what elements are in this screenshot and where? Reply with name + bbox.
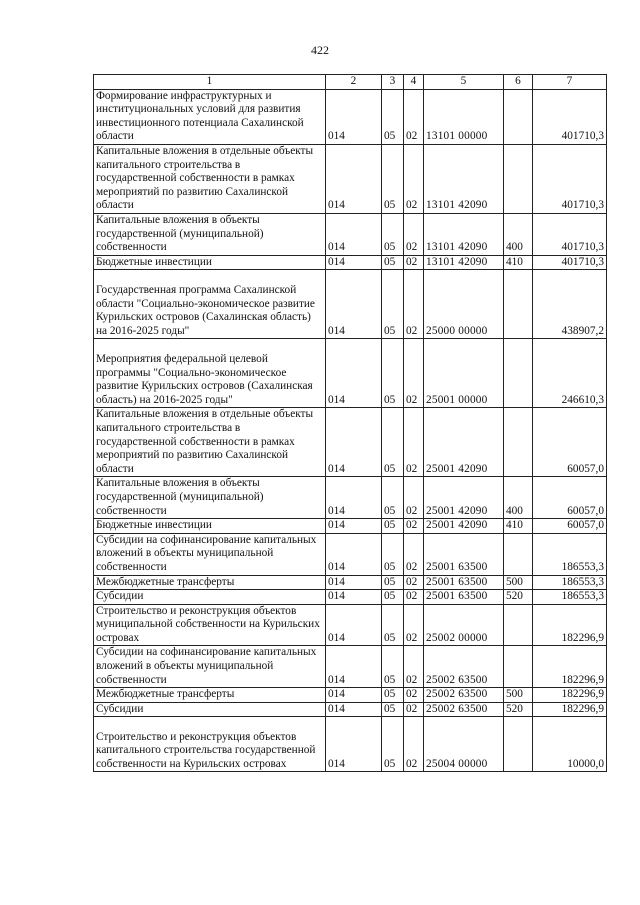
row-csr: 25001 42090 [424, 519, 504, 534]
row-name: Бюджетные инвестиции [94, 255, 326, 270]
row-csr: 25000 00000 [424, 270, 504, 339]
row-csr: 25001 63500 [424, 533, 504, 575]
row-gr: 014 [326, 255, 382, 270]
row-rz: 05 [382, 213, 404, 255]
row-amount: 10000,0 [533, 717, 607, 772]
row-csr: 13101 42090 [424, 255, 504, 270]
row-pr: 02 [404, 89, 424, 144]
row-amount: 186553,3 [533, 533, 607, 575]
row-pr: 02 [404, 213, 424, 255]
row-pr: 02 [404, 604, 424, 646]
row-name: Межбюджетные трансферты [94, 575, 326, 590]
row-csr: 25002 63500 [424, 702, 504, 717]
table-row [94, 519, 607, 534]
row-csr: 13101 42090 [424, 213, 504, 255]
row-csr: 25001 42090 [424, 408, 504, 477]
row-csr: 25002 63500 [424, 688, 504, 703]
row-name: Строительство и реконструкция объектов капитального строительства государственной собственности на Курильских островах [94, 717, 326, 772]
table-row [94, 717, 607, 772]
header-col-6: 6 [504, 75, 533, 90]
row-name: Межбюджетные трансферты [94, 688, 326, 703]
row-rz: 05 [382, 89, 404, 144]
row-rz: 05 [382, 604, 404, 646]
row-name: Субсидии [94, 590, 326, 605]
row-rz: 05 [382, 688, 404, 703]
row-rz: 05 [382, 519, 404, 534]
row-rz: 05 [382, 717, 404, 772]
row-name: Капитальные вложения в объекты государственной (муниципальной) собственности [94, 213, 326, 255]
row-amount: 186553,3 [533, 590, 607, 605]
row-rz: 05 [382, 533, 404, 575]
row-rz: 05 [382, 590, 404, 605]
row-pr: 02 [404, 533, 424, 575]
row-amount: 182296,9 [533, 646, 607, 688]
row-pr: 02 [404, 702, 424, 717]
row-pr: 02 [404, 590, 424, 605]
row-rz: 05 [382, 477, 404, 519]
row-gr: 014 [326, 646, 382, 688]
row-name: Бюджетные инвестиции [94, 519, 326, 534]
row-name: Капитальные вложения в отдельные объекты капитального строительства в государственной собственности в рамках мероприятий по развитию Сахалинской области [94, 144, 326, 213]
row-gr: 014 [326, 270, 382, 339]
row-gr: 014 [326, 213, 382, 255]
table-row [94, 477, 607, 519]
row-amount: 182296,9 [533, 688, 607, 703]
row-rz: 05 [382, 646, 404, 688]
row-gr: 014 [326, 702, 382, 717]
row-csr: 13101 00000 [424, 89, 504, 144]
row-pr: 02 [404, 575, 424, 590]
row-gr: 014 [326, 519, 382, 534]
row-pr: 02 [404, 519, 424, 534]
row-csr: 25001 00000 [424, 339, 504, 408]
row-vr [504, 144, 533, 213]
row-vr [504, 717, 533, 772]
row-amount: 60057,0 [533, 519, 607, 534]
row-gr: 014 [326, 717, 382, 772]
row-gr: 014 [326, 604, 382, 646]
row-name: Субсидии [94, 702, 326, 717]
header-col-1: 1 [94, 75, 326, 90]
row-rz: 05 [382, 575, 404, 590]
row-vr: 500 [504, 688, 533, 703]
table-row [94, 270, 607, 339]
row-name: Субсидии на софинансирование капитальных вложений в объекты муниципальной собственности [94, 533, 326, 575]
row-amount: 246610,3 [533, 339, 607, 408]
row-vr [504, 533, 533, 575]
row-name: Капитальные вложения в объекты государственной (муниципальной) собственности [94, 477, 326, 519]
row-gr: 014 [326, 339, 382, 408]
row-amount: 401710,3 [533, 89, 607, 144]
row-pr: 02 [404, 688, 424, 703]
row-vr [504, 339, 533, 408]
row-pr: 02 [404, 408, 424, 477]
row-amount: 182296,9 [533, 702, 607, 717]
table-row [94, 646, 607, 688]
row-pr: 02 [404, 144, 424, 213]
row-pr: 02 [404, 270, 424, 339]
row-amount: 186553,3 [533, 575, 607, 590]
row-name: Государственная программа Сахалинской области "Социально-экономическое развитие Курильских островов (Сахалинская область) на 2016-2025 годы" [94, 270, 326, 339]
table-row [94, 213, 607, 255]
page-number: 422 [311, 43, 329, 57]
row-csr: 25002 00000 [424, 604, 504, 646]
row-pr: 02 [404, 646, 424, 688]
row-csr: 25001 42090 [424, 477, 504, 519]
row-pr: 02 [404, 477, 424, 519]
row-vr: 410 [504, 255, 533, 270]
row-vr [504, 646, 533, 688]
row-amount: 401710,3 [533, 213, 607, 255]
row-gr: 014 [326, 477, 382, 519]
row-vr: 400 [504, 477, 533, 519]
row-csr: 25004 00000 [424, 717, 504, 772]
row-pr: 02 [404, 717, 424, 772]
table-row [94, 533, 607, 575]
table-row [94, 590, 607, 605]
row-csr: 13101 42090 [424, 144, 504, 213]
row-amount: 60057,0 [533, 477, 607, 519]
row-rz: 05 [382, 270, 404, 339]
table-row [94, 255, 607, 270]
row-gr: 014 [326, 408, 382, 477]
row-vr: 410 [504, 519, 533, 534]
row-pr: 02 [404, 255, 424, 270]
row-vr: 520 [504, 702, 533, 717]
row-vr: 520 [504, 590, 533, 605]
row-amount: 438907,2 [533, 270, 607, 339]
row-vr [504, 408, 533, 477]
row-rz: 05 [382, 408, 404, 477]
row-amount: 182296,9 [533, 604, 607, 646]
row-amount: 401710,3 [533, 255, 607, 270]
header-col-3: 3 [382, 75, 404, 90]
table-row [94, 339, 607, 408]
table-header [94, 75, 607, 90]
table-row [94, 89, 607, 144]
row-pr: 02 [404, 339, 424, 408]
header-col-7: 7 [533, 75, 607, 90]
row-rz: 05 [382, 339, 404, 408]
row-gr: 014 [326, 575, 382, 590]
row-amount: 401710,3 [533, 144, 607, 213]
row-rz: 05 [382, 144, 404, 213]
row-csr: 25001 63500 [424, 590, 504, 605]
table-row [94, 604, 607, 646]
table-row [94, 408, 607, 477]
header-col-4: 4 [404, 75, 424, 90]
table-row [94, 702, 607, 717]
table-row [94, 575, 607, 590]
budget-table [93, 74, 607, 772]
row-csr: 25001 63500 [424, 575, 504, 590]
row-gr: 014 [326, 590, 382, 605]
header-row [94, 75, 607, 90]
row-name: Формирование инфраструктурных и институциональных условий для развития инвестиционного потенциала Сахалинской области [94, 89, 326, 144]
row-gr: 014 [326, 688, 382, 703]
table-row [94, 144, 607, 213]
row-gr: 014 [326, 533, 382, 575]
row-rz: 05 [382, 255, 404, 270]
row-vr [504, 604, 533, 646]
header-col-5: 5 [424, 75, 504, 90]
row-vr [504, 89, 533, 144]
row-gr: 014 [326, 89, 382, 144]
row-amount: 60057,0 [533, 408, 607, 477]
header-col-2: 2 [326, 75, 382, 90]
row-csr: 25002 63500 [424, 646, 504, 688]
row-rz: 05 [382, 702, 404, 717]
row-name: Капитальные вложения в отдельные объекты капитального строительства в государственной собственности в рамках мероприятий по развитию Сахалинской области [94, 408, 326, 477]
table-row [94, 688, 607, 703]
row-vr [504, 270, 533, 339]
row-name: Строительство и реконструкция объектов муниципальной собственности на Курильских островах [94, 604, 326, 646]
row-gr: 014 [326, 144, 382, 213]
row-name: Мероприятия федеральной целевой программы "Социально-экономическое развитие Курильских островов (Сахалинская область) на 2016-2025 годы" [94, 339, 326, 408]
row-vr: 400 [504, 213, 533, 255]
row-name: Субсидии на софинансирование капитальных вложений в объекты муниципальной собственности [94, 646, 326, 688]
row-vr: 500 [504, 575, 533, 590]
